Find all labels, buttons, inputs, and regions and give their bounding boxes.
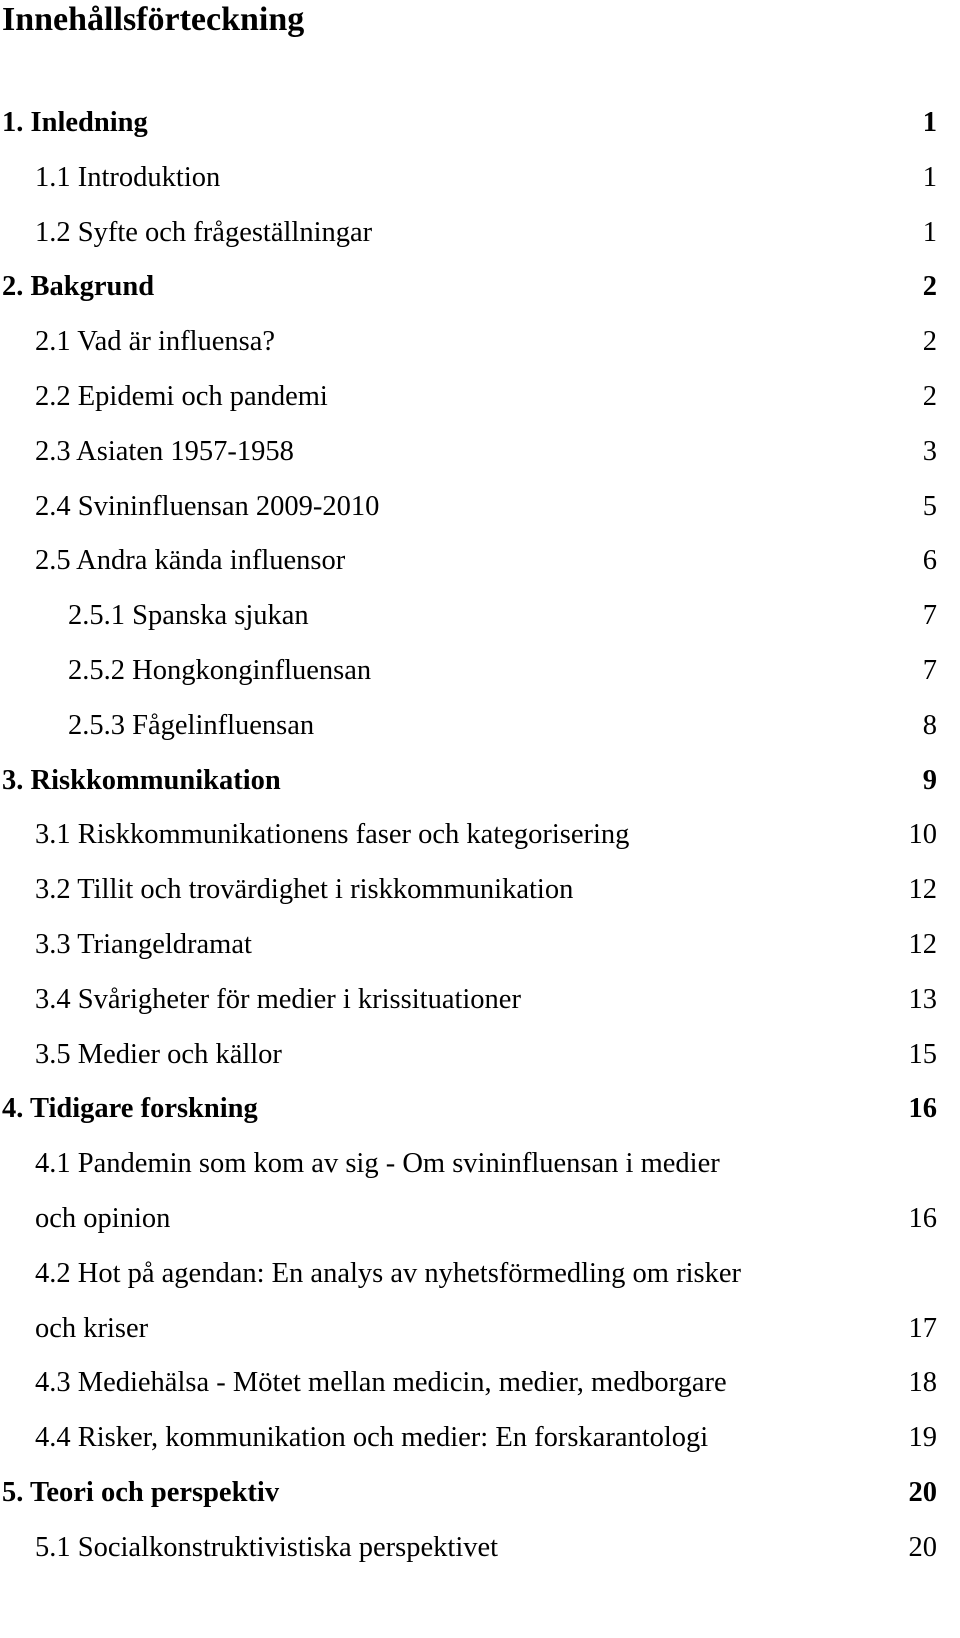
- page-title: Innehållsförteckning: [2, 1, 305, 38]
- toc-entry-label: 1. Inledning: [2, 107, 148, 138]
- toc-entry-page-number: 9: [922, 764, 937, 796]
- toc-entry: [0, 322, 960, 362]
- toc-entry-page-number: 17: [908, 1312, 937, 1344]
- toc-entry-page-number: 1: [922, 216, 937, 248]
- toc-entry: [0, 267, 960, 307]
- toc-entry-page-number: 15: [908, 1038, 937, 1070]
- toc-entry: [0, 487, 960, 527]
- toc-entry: [0, 1473, 960, 1513]
- toc-entry: [0, 213, 960, 253]
- toc-entry-label: 4.3 Mediehälsa - Mötet mellan medicin, medier, medborgare: [35, 1367, 727, 1399]
- toc-entry-page-number: 18: [908, 1367, 937, 1399]
- toc-entry: [0, 706, 960, 746]
- toc-entry-label: 2.1 Vad är influensa?: [35, 326, 276, 358]
- toc-entry-label: 2.5.2 Hongkonginfluensan: [68, 655, 372, 686]
- toc-entry: [0, 1528, 960, 1568]
- toc-entry-page-number: 1: [922, 161, 937, 193]
- toc-entry-label: 5. Teori och perspektiv: [2, 1477, 280, 1508]
- toc-entry-page-number: 2: [922, 381, 937, 412]
- toc-entry-continuation: [0, 1309, 960, 1349]
- toc-entry-label: 2.5.3 Fågelinfluensan: [68, 709, 315, 741]
- toc-entry-label: 4.2 Hot på agendan: En analys av nyhetsförmedling om risker: [35, 1257, 741, 1289]
- toc-entry-page-number: 2: [922, 326, 937, 358]
- toc-entry-page-number: 3: [922, 435, 937, 467]
- toc-entry-label: 4.1 Pandemin som kom av sig - Om svininfluensan i medier: [35, 1148, 720, 1180]
- toc-entry: [0, 651, 960, 691]
- toc-entry-label-continuation: och opinion: [35, 1203, 171, 1234]
- toc-entry-label: 1.2 Syfte och frågeställningar: [35, 216, 373, 248]
- toc-entry: [0, 158, 960, 198]
- toc-entry-label: 2.5.1 Spanska sjukan: [68, 600, 309, 632]
- toc-entry-label: 1.1 Introduktion: [35, 161, 221, 193]
- toc-entry-page-number: 5: [922, 490, 937, 522]
- toc-entry-page-number: 7: [922, 655, 937, 686]
- toc-entry-page-number: 6: [922, 545, 937, 577]
- toc-entry-page-number: 1: [922, 107, 937, 138]
- toc-entry: [0, 1363, 960, 1403]
- toc-entry-label: 2.4 Svininfluensan 2009-2010: [35, 490, 380, 522]
- toc-entry: [0, 377, 960, 417]
- toc-entry-page-number: 19: [908, 1422, 937, 1454]
- toc-entry-label: 5.1 Socialkonstruktivistiska perspektivet: [35, 1531, 499, 1563]
- toc-entry: [0, 980, 960, 1020]
- toc-entry: [0, 925, 960, 965]
- toc-entry-page-number: 13: [908, 983, 937, 1015]
- toc-entry-page-number: 10: [908, 819, 937, 851]
- toc-entry-label: 3.2 Tillit och trovärdighet i riskkommunikation: [35, 874, 574, 906]
- toc-entry: [0, 815, 960, 855]
- toc-entry: [0, 1089, 960, 1129]
- toc-entry: [0, 870, 960, 910]
- toc-entry-label: 3.5 Medier och källor: [35, 1038, 282, 1070]
- toc-entry-page-number: 20: [908, 1477, 937, 1508]
- toc-entry-label-continuation: och kriser: [35, 1312, 149, 1344]
- toc-entry: [0, 1418, 960, 1458]
- toc-entry: [0, 541, 960, 581]
- toc-entry-label: 3.1 Riskkommunikationens faser och kategorisering: [35, 819, 630, 851]
- toc-entry: [0, 596, 960, 636]
- toc-entry-label: 3. Riskkommunikation: [2, 764, 281, 796]
- toc-entry-label: 2.5 Andra kända influensor: [35, 545, 346, 577]
- toc-entry-label: 3.4 Svårigheter för medier i krissituationer: [35, 983, 521, 1015]
- toc-entry-label: 2. Bakgrund: [2, 271, 155, 303]
- toc-entry: [0, 432, 960, 472]
- toc-entry-label: 4.4 Risker, kommunikation och medier: En forskarantologi: [35, 1422, 709, 1454]
- toc-entry-page-number: 12: [908, 929, 937, 960]
- toc-entry-label: 4. Tidigare forskning: [2, 1093, 258, 1125]
- toc-entry-label: 2.3 Asiaten 1957-1958: [35, 435, 294, 467]
- toc-entry: [0, 103, 960, 143]
- toc-entry-page-number: 2: [922, 271, 937, 303]
- toc-entry: [0, 1254, 960, 1294]
- toc-entry-page-number: 20: [908, 1531, 937, 1563]
- toc-entry-label: 2.2 Epidemi och pandemi: [35, 381, 328, 412]
- toc-entry-continuation: [0, 1199, 960, 1239]
- toc-entry-page-number: 16: [908, 1203, 937, 1234]
- toc-entry-label: 3.3 Triangeldramat: [35, 929, 252, 960]
- toc-entry: [0, 761, 960, 801]
- toc-entry: [0, 1035, 960, 1075]
- toc-entry-page-number: 7: [922, 600, 937, 632]
- toc-entry-page-number: 12: [908, 874, 937, 906]
- toc-entry-page-number: 16: [908, 1093, 937, 1125]
- toc-entry-page-number: 8: [922, 709, 937, 741]
- toc-entry: [0, 1144, 960, 1184]
